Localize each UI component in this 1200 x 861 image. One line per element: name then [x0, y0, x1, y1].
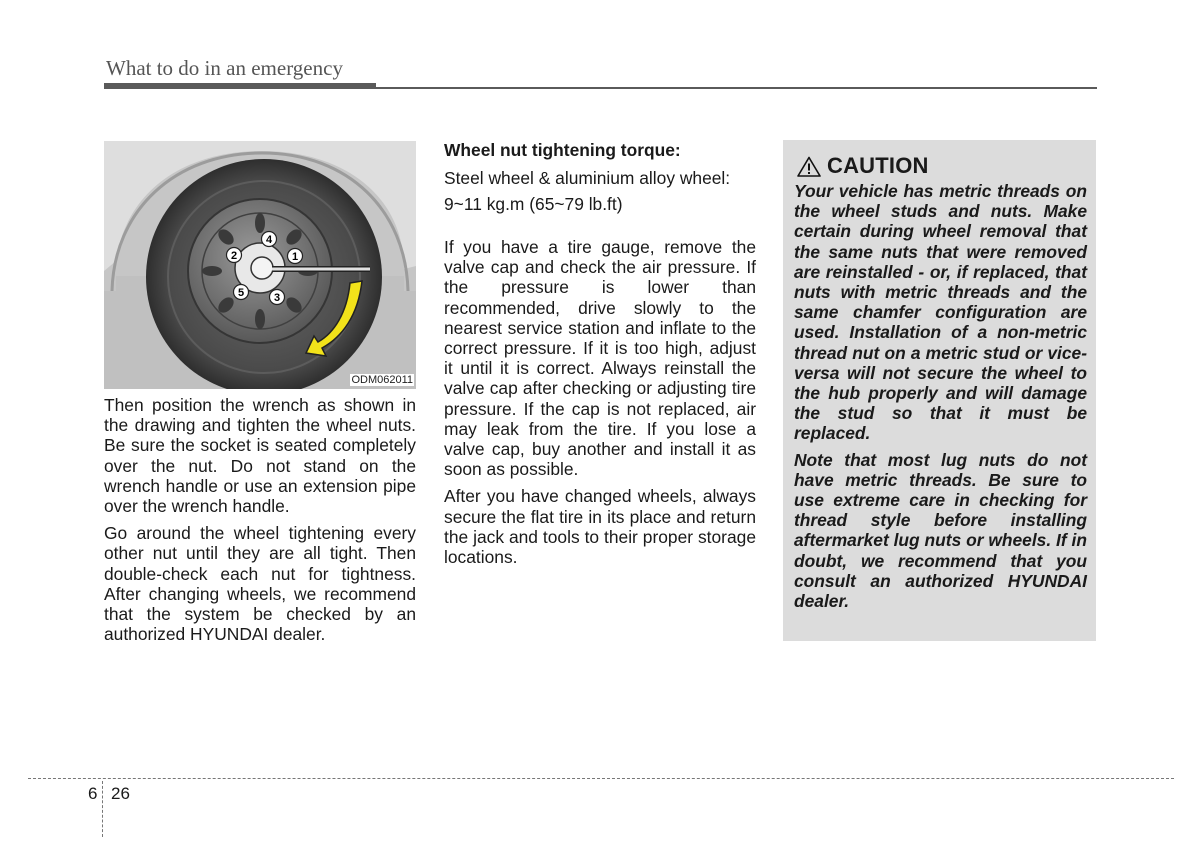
- header-rule-thick: [104, 83, 376, 89]
- nut-label-4: 4: [265, 234, 273, 246]
- left-paragraph-2: Go around the wheel tightening every other nut until they are all tight. Then double-check each nut for tightness. After changing wheels, we recommend that the system be checked by an authorized HYUNDAI dealer.: [104, 523, 416, 645]
- torque-heading: Wheel nut tightening torque:: [444, 140, 681, 160]
- middle-column: [444, 140, 756, 574]
- caution-title: CAUTION: [827, 153, 929, 178]
- hub: [251, 257, 273, 279]
- torque-spec-line2: 9~11 kg.m (65~79 lb.ft): [444, 194, 623, 214]
- middle-paragraph-2: After you have changed wheels, always secure the flat tire in its place and return the jack and tools to their proper storage locations.: [444, 486, 756, 568]
- figure-code: ODM062011: [351, 374, 413, 386]
- nut-label-2: 2: [230, 250, 238, 262]
- nut-label-1: 1: [291, 251, 299, 263]
- caution-body: [794, 181, 1087, 617]
- left-column: [104, 395, 416, 651]
- caution-paragraph-2: Note that most lug nuts do not have metric threads. Be sure to use extreme care in checking for thread style before installing aftermarket lug nuts or wheels. If in doubt, we recommend that you consult an authorized HYUNDAI dealer.: [794, 449, 1087, 612]
- torque-spec-line1: Steel wheel & aluminium alloy wheel:: [444, 168, 731, 188]
- caution-paragraph-1: Your vehicle has metric threads on the wheel studs and nuts. Make certain during wheel removal that the same nuts that were removed are reinstalled - or, if replaced, that nuts with metric threads and the same chamfer configuration are used. Installation of a non-metric thread nut on a metric stud or vice-versa will not secure the wheel to the hub properly and will damage the stud so that it must be replaced.: [794, 181, 1087, 444]
- caution-box: [783, 140, 1096, 641]
- caution-header: [797, 153, 929, 179]
- nut-label-3: 3: [273, 292, 281, 304]
- middle-paragraph-1: If you have a tire gauge, remove the valve cap and check the air pressure. If the pressure is lower than recommended, drive slowly to the nearest service station and inflate to the correct pressure. If it is too high, adjust it until it is correct. Always reinstall the valve cap after checking or adjusting tire pressure. If the cap is not replaced, air may leak from the tire. If you lose a valve cap, buy another and install it as soon as possible.: [444, 237, 756, 480]
- wheel-figure: [104, 141, 416, 389]
- footer-rule: [28, 778, 1174, 779]
- wheel-illustration: [104, 141, 416, 389]
- left-paragraph-1: Then position the wrench as shown in the drawing and tighten the wheel nuts. Be sure the socket is seated completely over the nut. Do not stand on the wrench handle or use an extension pipe over the wrench handle.: [104, 395, 416, 517]
- header-title: What to do in an emergency: [106, 56, 343, 80]
- spacer: [444, 217, 756, 237]
- footer-divider: [102, 781, 103, 837]
- page-number: 26: [111, 784, 130, 803]
- header-rule-thin: [376, 87, 1097, 89]
- chapter-number: 6: [88, 784, 98, 803]
- nut-label-5: 5: [237, 287, 245, 299]
- warning-triangle-icon: [797, 156, 821, 177]
